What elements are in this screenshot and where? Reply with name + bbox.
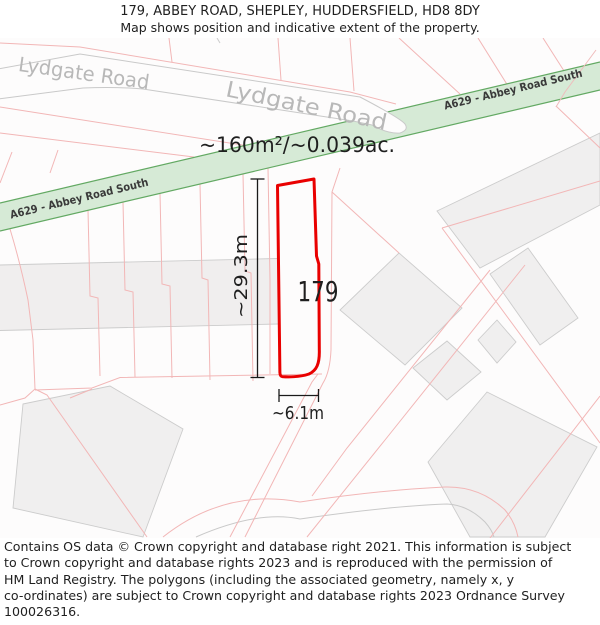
- height-dimension-label: [232, 234, 252, 318]
- plot-number-label: 179: [297, 275, 339, 308]
- footer-line: to Crown copyright and database rights 2023 and is reproduced with the permission of: [4, 555, 553, 571]
- road-label-text: A629 - Abbey Road South: [8, 171, 166, 222]
- header: [0, 0, 600, 38]
- dimension-text: ~29.3m: [232, 247, 252, 318]
- road-label-text: Lydgate Road: [16, 51, 155, 95]
- footer-line: Contains OS data © Crown copyright and database right 2021. This information is subject: [4, 539, 572, 554]
- footer-line: co-ordinates) are subject to Crown copyright and database rights 2023 Ordnance Survey: [4, 587, 565, 603]
- road-label-text: Lydgate Road: [223, 77, 375, 133]
- road-label-text: A629 - Abbey Road South: [442, 62, 600, 113]
- footer-line: 100026316.: [4, 604, 81, 620]
- area-label: ~160m²/~0.039ac.: [199, 133, 395, 158]
- map-canvas: [0, 38, 600, 538]
- width-dimension-label: ~6.1m: [272, 404, 324, 424]
- page-title: 179, ABBEY ROAD, SHEPLEY, HUDDERSFIELD, HD8 8DY: [120, 4, 480, 19]
- page-subtitle: Map shows position and indicative extent of the property.: [120, 20, 480, 35]
- footer-line: HM Land Registry. The polygons (including the associated geometry, namely x, y: [4, 571, 515, 587]
- copyright-footer: [0, 539, 600, 620]
